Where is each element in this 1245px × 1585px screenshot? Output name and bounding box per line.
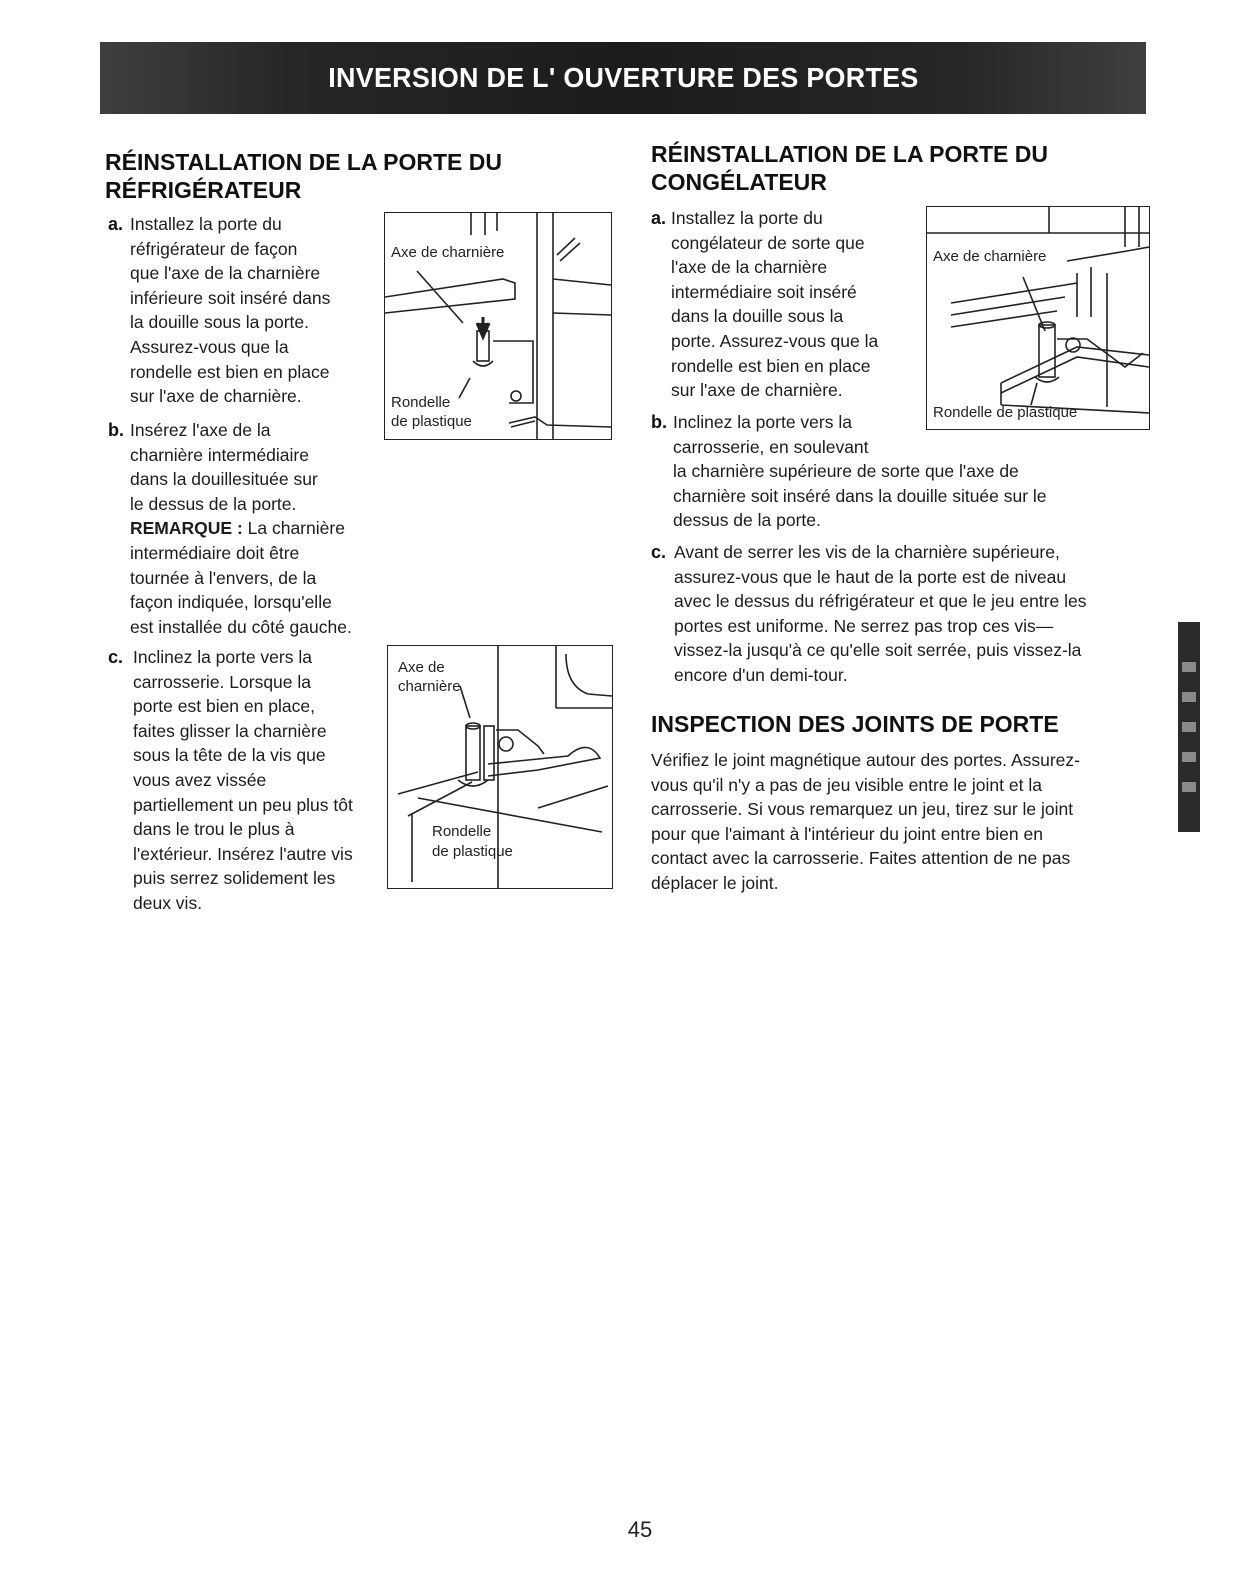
text-line: congélateur de sorte que	[671, 232, 865, 253]
text-line: Inclinez la porte vers la	[133, 647, 312, 667]
side-index-tab	[1178, 622, 1200, 832]
text-line: dessus de la porte.	[673, 510, 821, 531]
text-line: carrosserie. Lorsque la	[133, 671, 311, 692]
text-line: vous avez vissée	[133, 769, 267, 790]
text-line: sur l'axe de charnière.	[130, 386, 302, 407]
text-line: carrosserie. Si vous remarquez un jeu, tirez sur le joint	[651, 799, 1074, 820]
left-step-a-text	[130, 212, 330, 409]
text-line: dans la douille sous la	[671, 306, 844, 327]
page-number: 45	[627, 1517, 653, 1542]
label-hinge-axis: charnière	[398, 678, 461, 695]
text-line: rondelle est bien en place	[130, 361, 330, 382]
left-heading	[105, 148, 502, 204]
left-step-a-label: a.	[108, 214, 124, 234]
text-line: dans le trou le plus à	[133, 819, 295, 840]
text-line: avec le dessus du réfrigérateur et que le jeu entre les	[674, 591, 1087, 612]
label-washer: de plastique	[391, 413, 472, 430]
text-line: portes est uniforme. Ne serrez pas trop ces vis—	[674, 615, 1054, 636]
section-banner	[100, 42, 1146, 114]
right-heading-line: RÉINSTALLATION DE LA PORTE DU	[651, 141, 1048, 167]
figure-refrigerator-lower-hinge	[384, 212, 612, 440]
text-line: pour que l'aimant à l'intérieur du joint entre bien en	[651, 823, 1043, 844]
right-heading	[651, 140, 1048, 196]
label-washer: Rondelle	[432, 823, 492, 840]
left-heading-line: RÉFRIGÉRATEUR	[105, 177, 302, 203]
inspection-text	[651, 748, 1080, 896]
text-line: charnière intermédiaire	[130, 444, 309, 465]
text-line: vous qu'il n'y a pas de jeu visible entre le joint et la	[651, 774, 1042, 795]
note-label: REMARQUE :	[130, 518, 243, 539]
text-line: inférieure soit inséré dans	[130, 287, 331, 308]
left-step-c-text	[133, 645, 353, 916]
figure-refrigerator-middle-hinge	[387, 645, 613, 889]
text-line: Vérifiez le joint magnétique autour des portes. Assurez-	[651, 750, 1080, 770]
text-line: Installez la porte du	[671, 208, 823, 228]
right-step-c-text	[674, 540, 1086, 688]
text-line: façon indiquée, lorsqu'elle	[130, 592, 332, 613]
text-line: que l'axe de la charnière	[130, 263, 321, 284]
text-line: déplacer le joint.	[651, 872, 779, 893]
text-line: le dessus de la porte.	[130, 493, 297, 514]
text-line: est installée du côté gauche.	[130, 616, 352, 637]
text-line: vissez-la jusqu'à ce qu'elle soit serrée, puis vissez-la	[674, 640, 1082, 661]
text-line: la charnière supérieure de sorte que l'axe de	[673, 461, 1019, 482]
text-line: deux vis.	[133, 892, 203, 913]
text-line: puis serrez solidement les	[133, 868, 336, 889]
right-step-a-label: a.	[651, 208, 667, 228]
label-washer: de plastique	[432, 843, 513, 860]
tab-mark	[1182, 662, 1196, 672]
text-line: Installez la porte du	[130, 214, 282, 234]
text-line: Avant de serrer les vis de la charnière supérieure,	[674, 542, 1060, 562]
text-line: assurez-vous que le haut de la porte est de niveau	[674, 566, 1067, 587]
tab-mark	[1182, 752, 1196, 762]
text-line: charnière soit inséré dans la douille située sur le	[673, 485, 1047, 506]
text-line: tournée à l'envers, de la	[130, 567, 317, 588]
left-step-c-label: c.	[108, 647, 124, 667]
text-line: porte est bien en place,	[133, 696, 315, 717]
text-line: réfrigérateur de façon	[130, 238, 298, 259]
text-line: porte. Assurez-vous que la	[671, 330, 879, 351]
text-line: sur l'axe de charnière.	[671, 380, 843, 401]
text-line: contact avec la carrosserie. Faites attention de ne pas	[651, 848, 1071, 869]
text-line: partiellement un peu plus tôt	[133, 794, 353, 815]
text-line: l'extérieur. Insérez l'autre vis	[133, 843, 353, 864]
label-washer: Rondelle	[391, 394, 451, 411]
label-hinge-axis: Axe de	[398, 659, 445, 676]
right-step-b-label: b.	[651, 412, 667, 432]
tab-mark	[1182, 782, 1196, 792]
text-line: rondelle est bien en place	[671, 355, 871, 376]
right-step-c-label: c.	[651, 542, 667, 562]
text-line: sous la tête de la vis que	[133, 745, 326, 766]
text-line: faites glisser la charnière	[133, 720, 327, 741]
right-step-b-text	[673, 410, 1047, 533]
left-step-b-label: b.	[108, 420, 124, 440]
inspection-heading: INSPECTION DES JOINTS DE PORTE	[651, 711, 1059, 737]
right-heading-line: CONGÉLATEUR	[651, 169, 827, 195]
text-line: encore d'un demi-tour.	[674, 664, 848, 685]
left-heading-line: RÉINSTALLATION DE LA PORTE DU	[105, 149, 502, 175]
tab-mark	[1182, 722, 1196, 732]
right-step-a-text	[671, 206, 878, 403]
label-hinge-axis: Axe de charnière	[391, 244, 505, 261]
text-line: Assurez-vous que la	[130, 336, 289, 357]
text-line: intermédiaire doit être	[130, 542, 300, 563]
label-washer: Rondelle de plastique	[933, 404, 1078, 421]
text-line: la douille sous la porte.	[130, 312, 309, 333]
text-line: Insérez l'axe de la	[130, 420, 271, 440]
label-hinge-axis: Axe de charnière	[933, 248, 1047, 265]
tab-mark	[1182, 692, 1196, 702]
text-line: Inclinez la porte vers la	[673, 412, 852, 432]
banner-title: INVERSION DE L' OUVERTURE DES PORTES	[327, 62, 919, 93]
text-line: l'axe de la charnière	[671, 257, 828, 278]
left-step-b-text	[130, 418, 352, 639]
hinge-illustration-3	[927, 207, 1149, 429]
note-first: La charnière	[242, 518, 345, 539]
text-line: dans la douillesituée sur	[130, 469, 318, 490]
note-line	[130, 516, 352, 541]
text-line: carrosserie, en soulevant	[673, 436, 869, 457]
figure-freezer-hinge	[926, 206, 1150, 430]
text-line: intermédiaire soit inséré	[671, 281, 857, 302]
